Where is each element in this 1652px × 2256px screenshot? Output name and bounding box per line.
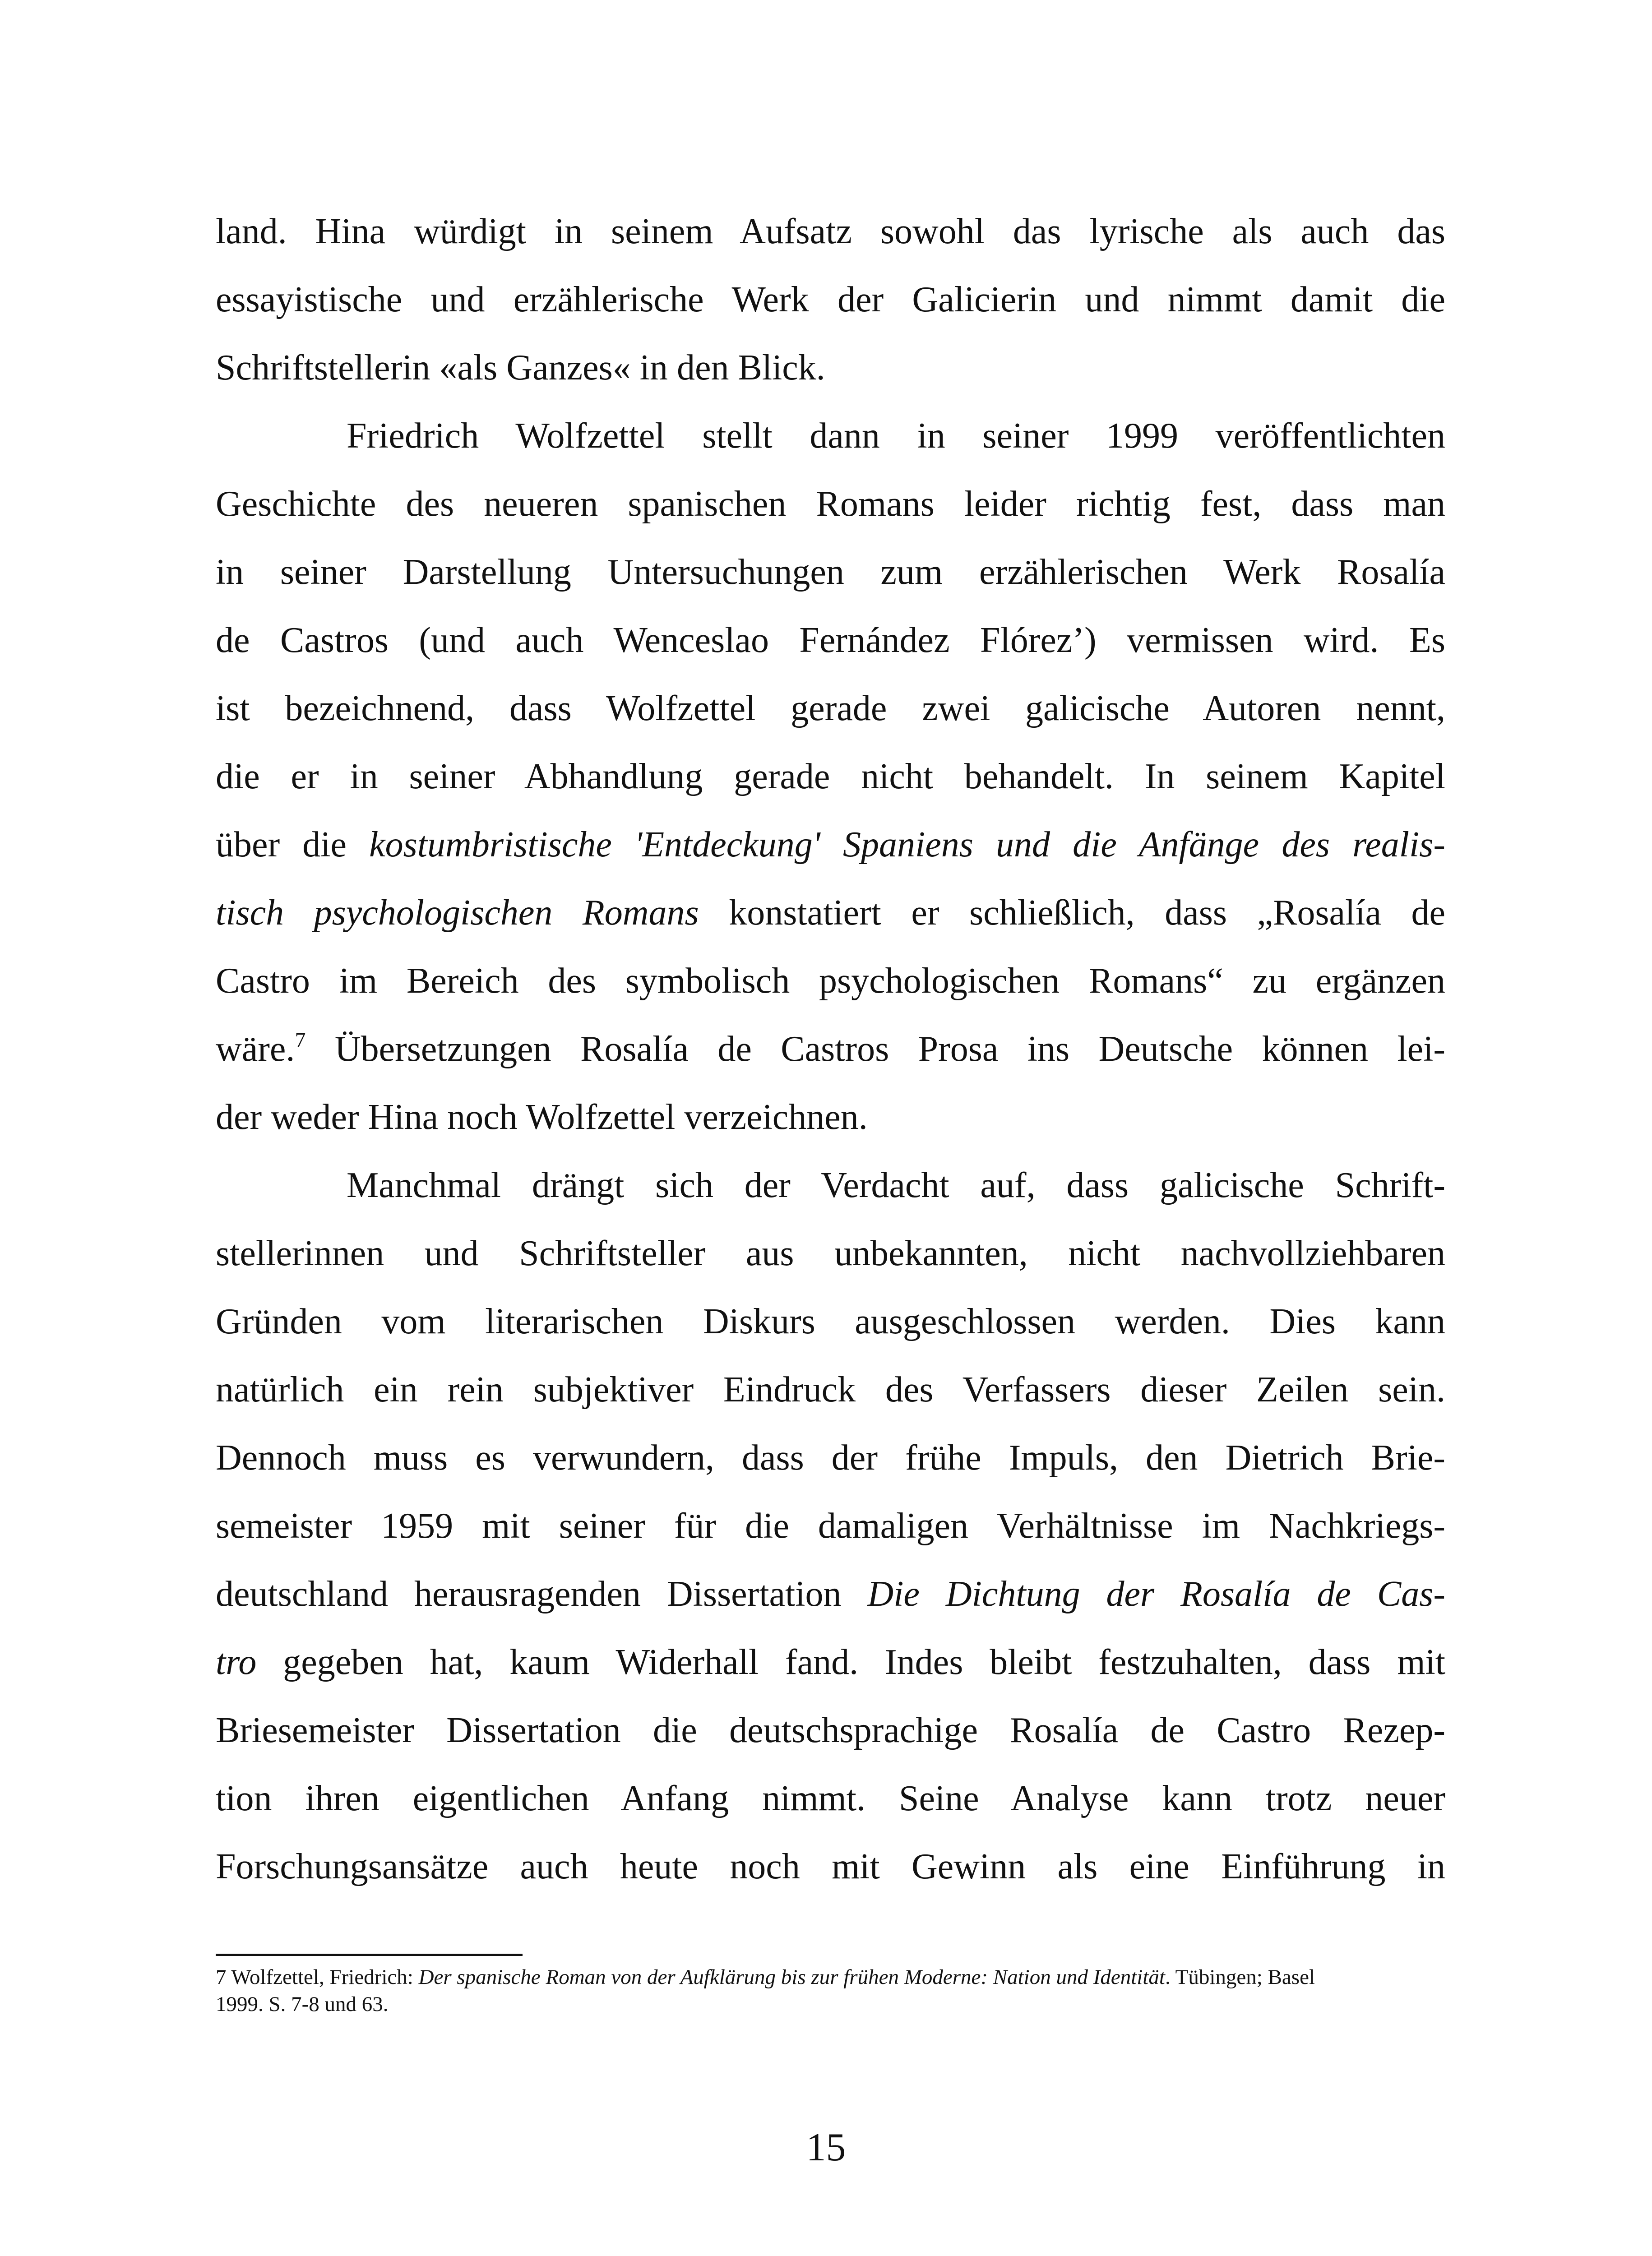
footnote xyxy=(216,1964,1445,2018)
text-run: gegeben hat, kaum Widerhall fand. Indes bleibt festzuhalten, dass mit xyxy=(256,1642,1445,1682)
text-line: Schriftstellerin «als Ganzes« in den Blick. xyxy=(216,348,825,388)
text-line: in seiner Darstellung Untersuchungen zum erzählerischen Werk Rosalía xyxy=(216,552,1445,592)
text-line xyxy=(216,1560,1445,1628)
text-line: Gründen vom literarischen Diskurs ausgeschlossen werden. Dies kann xyxy=(216,1302,1445,1341)
text-line: Briesemeister Dissertation die deutschsprachige Rosalía de Castro Rezep- xyxy=(216,1710,1445,1750)
footnote-author: Wolfzettel, Friedrich: xyxy=(226,1965,419,1989)
footnote-line xyxy=(216,1964,1445,1991)
page-number: 15 xyxy=(806,2126,846,2169)
paragraph-first-line: Manchmal drängt sich der Verdacht auf, dass galicische Schrift- xyxy=(347,1165,1445,1205)
footnote-reference[interactable]: 7 xyxy=(295,1028,306,1052)
text-line xyxy=(216,879,1445,947)
text-line xyxy=(216,811,1445,879)
text-line xyxy=(216,1628,1445,1697)
text-line: land. Hina würdigt in seinem Aufsatz sowohl das lyrische als auch das xyxy=(216,212,1445,251)
text-line: Dennoch muss es verwundern, dass der frühe Impuls, den Dietrich Brie- xyxy=(216,1438,1445,1478)
text-run: deutschland herausragenden Dissertation xyxy=(216,1574,868,1614)
text-line: der weder Hina noch Wolfzettel verzeichnen. xyxy=(216,1097,868,1137)
text-line: essayistische und erzählerische Werk der Galicierin und nimmt damit die xyxy=(216,280,1445,319)
text-run: über die xyxy=(216,825,370,864)
text-line: natürlich ein rein subjektiver Eindruck des Verfassers dieser Zeilen sein. xyxy=(216,1370,1445,1410)
text-line: die er in seiner Abhandlung gerade nicht behandelt. In seinem Kapitel xyxy=(216,757,1445,796)
text-run: wäre. xyxy=(216,1029,295,1069)
footnote-marker: 7 xyxy=(216,1965,227,1989)
italic-title: tisch psychologischen Romans xyxy=(216,893,699,933)
text-line: tion ihren eigentlichen Anfang nimmt. Seine Analyse kann trotz neuer xyxy=(216,1779,1445,1818)
text-line: Forschungsansätze auch heute noch mit Gewinn als eine Einführung in xyxy=(216,1847,1445,1886)
footnote-separator xyxy=(216,1954,523,1956)
text-line: stellerinnen und Schriftsteller aus unbekannten, nicht nachvollziehbaren xyxy=(216,1234,1445,1273)
text-run: konstatiert er schließlich, dass „Rosalía de xyxy=(699,893,1445,933)
italic-title: Die Dichtung der Rosalía de Cas- xyxy=(867,1574,1445,1614)
text-line: semeister 1959 mit seiner für die damaligen Verhältnisse im Nachkriegs- xyxy=(216,1506,1445,1546)
text-line: ist bezeichnend, dass Wolfzettel gerade zwei galicische Autoren nennt, xyxy=(216,689,1445,728)
paragraph-first-line: Friedrich Wolfzettel stellt dann in seiner 1999 veröffentlichten xyxy=(347,416,1445,456)
text-line: de Castros (und auch Wenceslao Fernández Flórez’) vermissen wird. Es xyxy=(216,620,1445,660)
footnote-line: 1999. S. 7-8 und 63. xyxy=(216,1992,389,2016)
text-run: Übersetzungen Rosalía de Castros Prosa ins Deutsche können lei- xyxy=(305,1029,1445,1069)
footnote-title: Der spanische Roman von der Aufklärung bis zur frühen Moderne: Nation und Identität xyxy=(418,1965,1165,1989)
text-line: Geschichte des neueren spanischen Romans leider richtig fest, dass man xyxy=(216,484,1445,524)
italic-title: tro xyxy=(216,1642,257,1682)
body-text xyxy=(216,198,1445,1901)
footnote-publisher: . Tübingen; Basel xyxy=(1165,1965,1315,1989)
text-line: Castro im Bereich des symbolisch psychologischen Romans“ zu ergänzen xyxy=(216,961,1445,1001)
text-line xyxy=(216,1015,1445,1083)
italic-title: kostumbristische 'Entdeckung' Spaniens und die Anfänge des realis- xyxy=(369,825,1445,864)
